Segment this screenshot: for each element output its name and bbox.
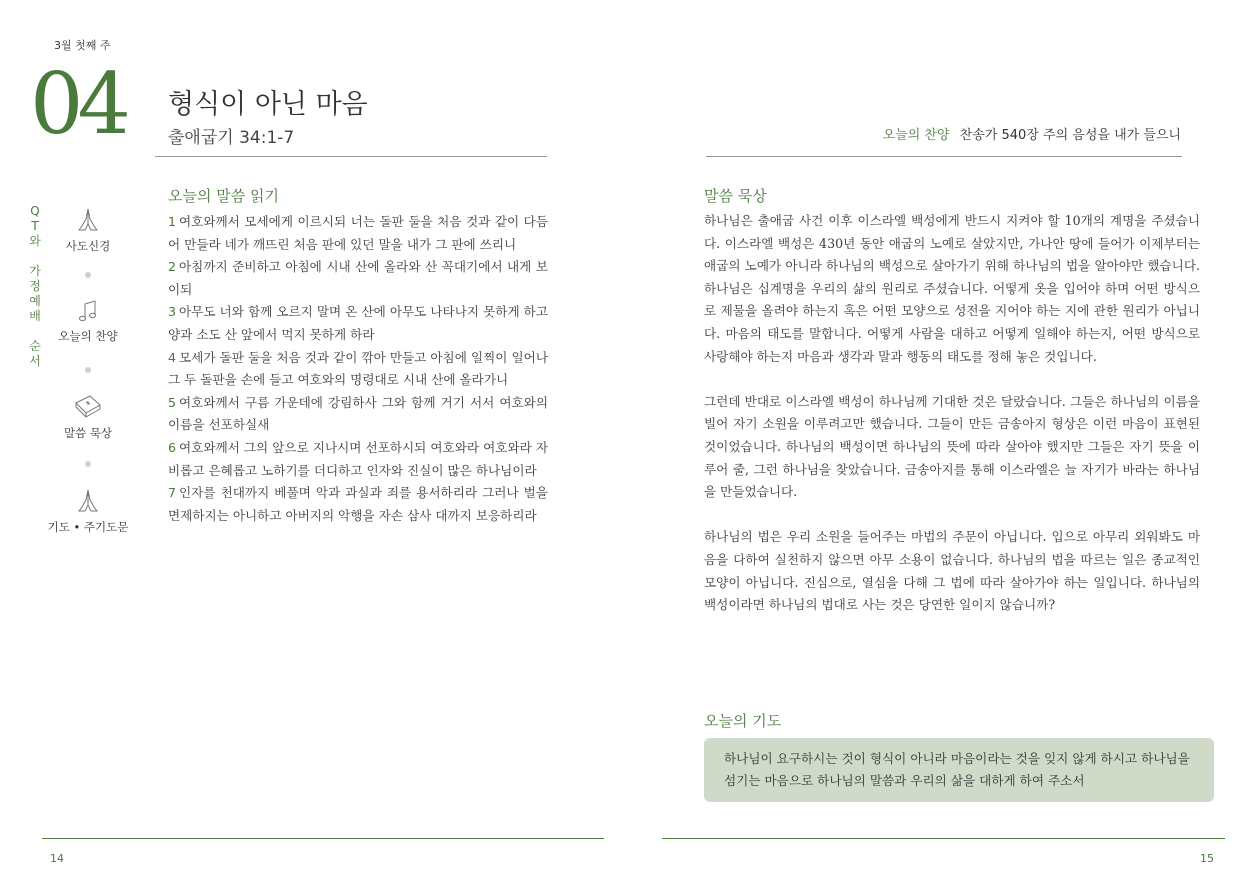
- vertical-char: T: [31, 219, 39, 233]
- divider-bottom-right: [662, 838, 1225, 839]
- verse-text: 아침까지 준비하고 아침에 시내 산에 올라와 산 꼭대기에서 내게 보이되: [168, 259, 548, 297]
- verse-text: 모세가 돌판 둘을 처음 것과 같이 깎아 만들고 아침에 일찍이 일어나 그 두 돌판을 손에 들고 여호와의 명령대로 시내 산에 올라가니: [168, 349, 548, 388]
- step-label: 말씀 묵상: [63, 426, 113, 440]
- step-prayer: [38, 487, 138, 535]
- verse-text: 아무도 너와 함께 오르지 말며 온 산에 아무도 나타나지 못하게 하고 양과 소도 산 앞에서 먹지 못하게 하라: [168, 304, 548, 342]
- page-title: 형식이 아닌 마음: [168, 89, 368, 120]
- verse-number: 1: [168, 214, 177, 229]
- vertical-char: 순: [29, 339, 41, 353]
- bible-icon: [73, 393, 103, 421]
- page-number-left: 14: [50, 852, 64, 865]
- vertical-char: 와: [29, 234, 41, 248]
- verse-text: 여호와께서 구름 가운데에 강림하사 그와 함께 거기 서서 여호와의 이름을 선포하실새: [168, 394, 548, 433]
- vertical-char: 서: [29, 354, 41, 368]
- verse-number: 5: [168, 394, 177, 410]
- verse-number: 2: [168, 259, 177, 275]
- praying-hands-icon: [74, 206, 102, 234]
- verse-number: 7: [168, 485, 177, 501]
- page-number-right: 15: [1200, 852, 1214, 865]
- vertical-char: Q: [30, 204, 40, 218]
- week-label: 3월 첫째 주: [54, 39, 111, 52]
- prayer-text: 하나님이 요구하시는 것이 형식이 아니라 마음이라는 것을 잊지 않게 하시고 하나님을 섬기는 마음으로 하나님의 말씀과 우리의 삶을 대하게 하여 주소서: [724, 751, 1190, 788]
- meditation-paragraph: 하나님은 출애굽 사건 이후 이스라엘 백성에게 반드시 지켜야 할 10개의 계명을 주셨습니다. 이스라엘 백성은 430년 동안 애굽의 노예로 살았지만, 가나안 땅에 들어가 이제부터는 애굽의 노예가 아니라 하나님의 백성으로 살아가기 위해 하나님의 법을 알아야만 했습니다. 하나님은 십계명을 우리의 삶의 원리로 주셨습니다. 어떻게 옷을 입어야 하며 어떤 방식으로 제물을 올려야 하는지 혹은 어떤 모양으로 성전을 지어야 하는 지에 관한 원리가 아닙니다. 마음의 태도를 말합니다. 어떻게 사람을 대하고 어떻게 일해야 하는지, 어떤 방식으로 사랑해야 하는지 마음과 생각과 말과 행동의 태도를 정해 놓은 것입니다.: [704, 213, 1200, 364]
- step-meditation: [38, 393, 138, 441]
- scripture-reference: 출애굽기 34:1-7: [168, 128, 295, 148]
- meditation-paragraph: 그런데 반대로 이스라엘 백성이 하나님께 기대한 것은 달랐습니다. 그들은 하나님의 이름을 빌어 자기 소원을 이루려고만 했습니다. 그들이 만든 금송아지 형상은 이런 마음이 표현된 것이었습니다. 하나님의 백성이면 하나님의 뜻에 따라 살아야 했지만 그들은 자기 뜻을 이루어 줄, 그런 하나님을 찾았습니다. 금송아지를 통해 이스라엘은 늘 자기가 바라는 하나님을 만들었습니다.: [704, 393, 1200, 500]
- praying-hands-icon: [74, 487, 102, 515]
- verse-number: 3: [168, 304, 177, 320]
- music-note-icon: [76, 298, 100, 324]
- step-separator-dot: [85, 461, 91, 467]
- reading-heading: 오늘의 말씀 읽기: [168, 187, 279, 205]
- hymn-text: 찬송가 540장 주의 음성을 내가 들으니: [959, 128, 1181, 143]
- scripture-verses: [168, 211, 548, 527]
- verse-number: 6: [168, 439, 177, 455]
- vertical-char: 예: [29, 294, 41, 308]
- prayer-heading: 오늘의 기도: [704, 712, 782, 730]
- lesson-number: 04: [30, 55, 125, 153]
- verse-text: 인자를 천대까지 베풀며 악과 과실과 죄를 용서하리라 그러나 벌을 면제하지는 아니하고 아버지의 악행을 자손 삼사 대까지 보응하리라: [168, 485, 548, 523]
- verse-number: 4: [168, 349, 177, 365]
- meditation-paragraph: 하나님의 법은 우리 소원을 들어주는 마법의 주문이 아닙니다. 입으로 아무리 외워봐도 마음을 다하여 실천하지 않으면 아무 소용이 없습니다. 하나님의 법을 따르는 일은 종교적인 모양이 아닙니다. 진심으로, 열심을 다해 그 법에 따라 살아가야 하는 일입니다. 하나님의 백성이라면 하나님의 법대로 사는 것은 당연한 일이지 않습니까?: [704, 529, 1200, 613]
- divider-top-right: [706, 156, 1182, 157]
- vertical-char: 배: [29, 309, 41, 323]
- step-separator-dot: [85, 367, 91, 373]
- verse-text: 여호와께서 그의 앞으로 지나시며 선포하시되 여호와라 여호와라 자비롭고 은혜롭고 노하기를 더디하고 인자와 진실이 많은 하나님이라: [168, 439, 548, 478]
- verse-text: 여호와께서 모세에게 이르시되 너는 돌판 둘을 처음 것과 같이 다듬어 만들라 네가 깨뜨린 처음 판에 있던 말을 내가 그 판에 쓰리니: [168, 214, 548, 252]
- meditation-heading: 말씀 묵상: [704, 187, 767, 205]
- divider-top-left: [155, 156, 547, 157]
- step-label: 기도 • 주기도문: [47, 520, 129, 534]
- vertical-char: 정: [29, 279, 41, 293]
- step-label: 오늘의 찬양: [58, 329, 118, 343]
- meditation-body: [704, 210, 1200, 639]
- step-separator-dot: [85, 272, 91, 278]
- vertical-char: 가: [29, 264, 41, 278]
- prayer-box: [704, 738, 1214, 802]
- step-apostles-creed: [38, 206, 138, 254]
- todays-hymn: [883, 124, 1181, 143]
- hymn-label: 오늘의 찬양: [882, 128, 950, 143]
- step-label: 사도신경: [65, 239, 111, 253]
- step-todays-hymn: [38, 298, 138, 344]
- divider-bottom-left: [42, 838, 604, 839]
